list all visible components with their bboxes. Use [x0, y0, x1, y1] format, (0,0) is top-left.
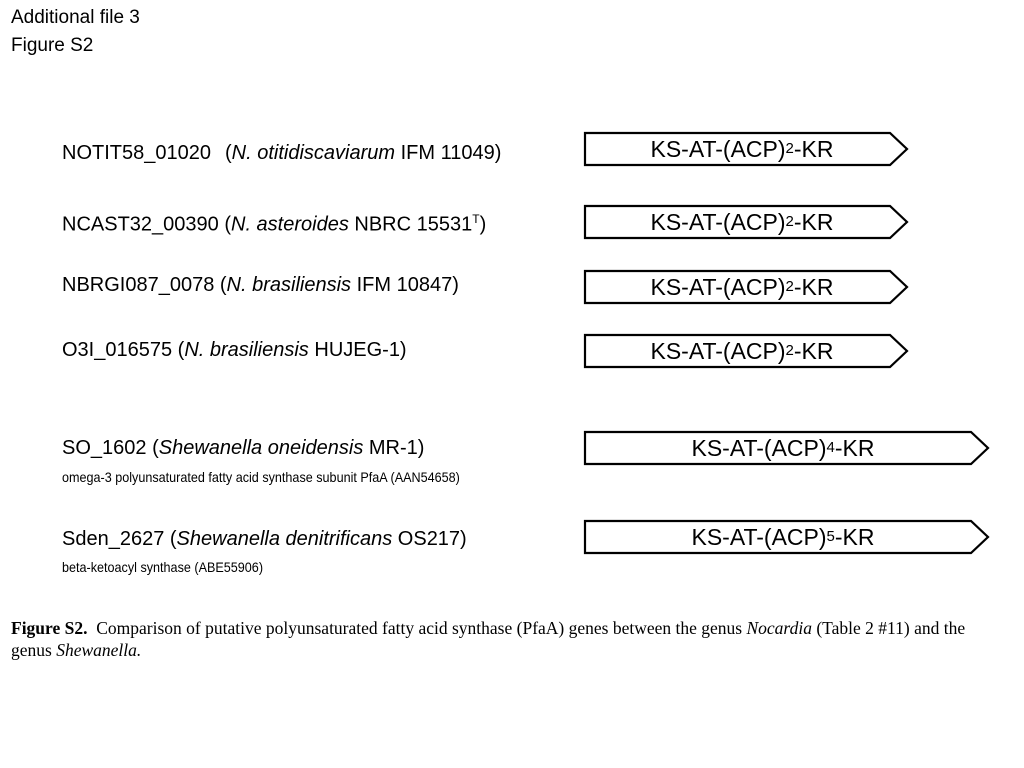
gene-open-paren: ( [214, 274, 227, 296]
gene-open-paren: ( [224, 142, 232, 164]
caption-genus-nocardia: Nocardia [746, 618, 812, 638]
gene-species: Shewanella oneidensis [158, 437, 364, 459]
domain-arrow-ncast32 [584, 205, 908, 239]
gene-strain: MR-1) [363, 437, 425, 459]
domain-architecture: KS-AT-(ACP) 5 -KR [691, 523, 875, 550]
domain-arrow-nbrgi087 [584, 270, 908, 304]
gene-close-paren: ) [479, 213, 487, 236]
gene-description-sden2627: beta-ketoacyl synthase (ABE55906) [62, 559, 264, 575]
gene-species: N. brasiliensis [184, 339, 309, 361]
gene-strain: IFM 11049) [395, 142, 502, 164]
gene-locus: NBRGI087_0078 [62, 274, 215, 296]
gene-locus: O3I_016575 [62, 339, 173, 361]
gene-species: Shewanella denitrificans [176, 528, 393, 550]
domain-architecture: KS-AT-(ACP) 4 -KR [691, 434, 875, 461]
gene-open-paren: ( [172, 339, 185, 361]
caption-label: Figure S2. [11, 618, 88, 638]
figure-caption [11, 617, 1001, 661]
header-figure-label: Figure S2 [11, 35, 94, 56]
gene-locus: SO_1602 [62, 437, 147, 459]
gene-label-o3i [62, 338, 407, 362]
caption-text-2: (Table 2 #11) and the genus [11, 618, 966, 660]
domain-architecture: KS-AT-(ACP) 2 -KR [650, 273, 834, 300]
domain-arrow-sden2627 [584, 520, 990, 554]
domain-architecture: KS-AT-(ACP) 2 -KR [650, 337, 834, 364]
header-file-title: Additional file 3 [11, 7, 140, 28]
gene-species: N. brasiliensis [226, 274, 352, 296]
gene-strain: OS217) [392, 528, 467, 550]
domain-architecture: KS-AT-(ACP) 2 -KR [650, 135, 834, 162]
gene-open-paren: ( [146, 437, 159, 459]
gene-species: N. otitidiscaviarum [231, 142, 396, 164]
gene-open-paren: ( [164, 528, 177, 550]
gene-species: N. asteroides [231, 213, 349, 236]
gene-locus: Sden_2627 [62, 528, 165, 550]
gene-locus: NOTIT58_01020 [62, 142, 211, 164]
gene-open-paren: ( [218, 213, 231, 236]
gene-label-sden2627 [62, 527, 467, 551]
domain-architecture: KS-AT-(ACP) 2 -KR [650, 208, 834, 235]
domain-arrow-so1602 [584, 431, 990, 465]
gene-strain: HUJEG-1) [308, 339, 407, 361]
caption-text-1: Comparison of putative polyunsaturated fatty acid synthase (PfaA) genes between the genus [87, 618, 747, 638]
gene-locus: NCAST32_00390 [62, 213, 219, 236]
gene-label-notit58 [62, 141, 501, 165]
gene-strain: IFM 10847) [351, 274, 459, 296]
gene-strain: NBRC 15531 [348, 213, 473, 236]
gene-label-so1602 [62, 436, 424, 460]
type-strain-superscript: T [472, 212, 480, 226]
domain-arrow-notit58 [584, 132, 908, 166]
caption-genus-shewanella: Shewanella. [56, 640, 142, 660]
gene-label-ncast32 [62, 207, 486, 237]
gene-description-so1602: omega-3 polyunsaturated fatty acid synthase subunit PfaA (AAN54658) [62, 469, 460, 485]
gene-label-nbrgi087 [62, 273, 459, 297]
domain-arrow-o3i [584, 334, 908, 368]
